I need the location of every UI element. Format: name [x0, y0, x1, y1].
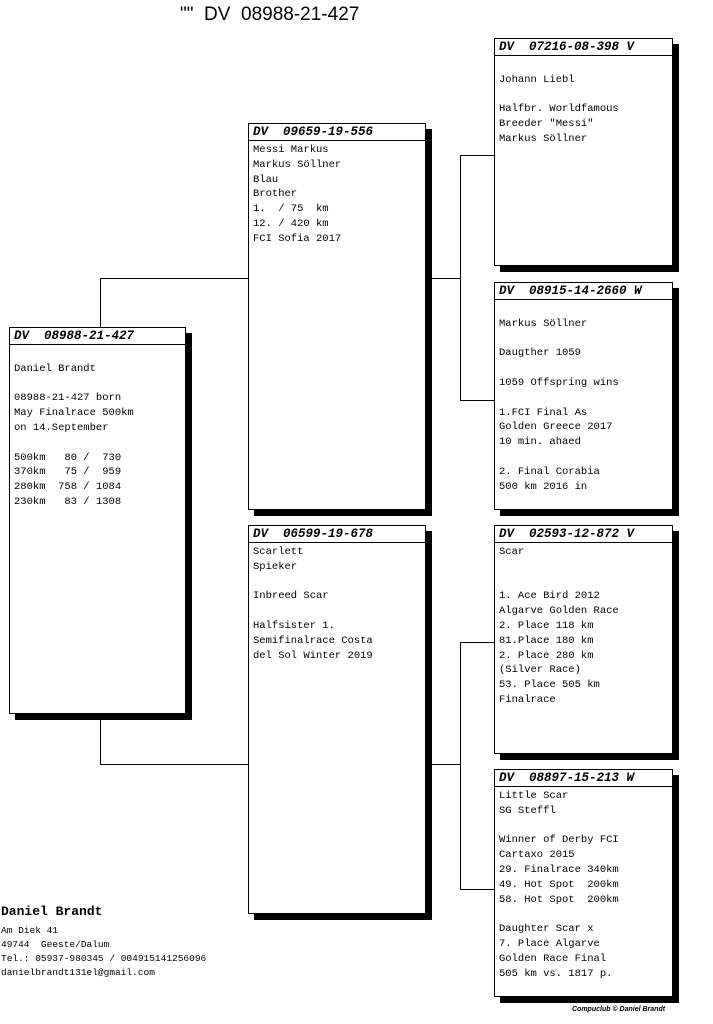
connector-line — [460, 155, 494, 156]
sire-details: Messi Markus Markus Söllner Blau Brother 1. / 75 km 12. / 420 km FCI Sofia 2017 — [253, 144, 342, 245]
owner-details: Am Diek 41 49744 Geeste/Dalum Tel.: 05937-980345 / 004915141256096 danielbrandt131el@gmail.com — [1, 925, 207, 978]
connector-line — [100, 764, 248, 765]
dam-card — [248, 525, 426, 914]
dam-ring-number: DV 06599-19-678 — [249, 526, 425, 543]
subject-card — [9, 327, 186, 714]
sire-dam-details: Markus Söllner Daugther 1059 1059 Offspring wins 1.FCI Final As Golden Greece 2017 10 min. ahaed 2. Final Corabia 500 km 2016 in — [499, 317, 619, 493]
owner-name: Daniel Brandt — [1, 904, 103, 919]
sire-dam-card — [494, 282, 673, 510]
connector-line — [460, 155, 461, 401]
sire-dam-ring-number: DV 08915-14-2660 W — [495, 283, 672, 300]
connector-line — [460, 642, 494, 643]
connector-line — [100, 278, 101, 328]
dam-dam-ring-number: DV 08897-15-213 W — [495, 770, 672, 787]
sire-sire-card — [494, 38, 673, 266]
dam-dam-card — [494, 769, 673, 997]
connector-line — [426, 278, 460, 279]
connector-line — [460, 400, 494, 401]
connector-line — [100, 714, 101, 765]
connector-line — [460, 642, 461, 890]
dam-dam-details: Little Scar SG Steffl Winner of Derby FCI Cartaxo 2015 29. Finalrace 340km 49. Hot Spot 200km 58. Hot Spot 200km Daughter Scar x 7. Place Algarve Golden Race Final 505 km vs. 1817 p. — [499, 790, 619, 980]
connector-line — [100, 278, 248, 279]
sire-ring-number: DV 09659-19-556 — [249, 124, 425, 141]
sire-sire-ring-number: DV 07216-08-398 V — [495, 39, 672, 56]
dam-sire-ring-number: DV 02593-12-872 V — [495, 526, 672, 543]
connector-line — [460, 889, 494, 890]
page-title: "" DV 08988-21-427 — [180, 4, 360, 25]
dam-details: Scarlett Spieker Inbreed Scar Halfsister 1. Semifinalrace Costa del Sol Winter 2019 — [253, 546, 373, 662]
sire-card — [248, 123, 426, 510]
subject-ring-number: DV 08988-21-427 — [10, 328, 185, 345]
dam-sire-details: Scar 1. Ace Bird 2012 Algarve Golden Race 2. Place 118 km 81.Place 180 km 2. Place 280 km (Silver Race) 53. Place 505 km Finalrace — [499, 546, 619, 706]
subject-details: Daniel Brandt 08988-21-427 born May Finalrace 500km on 14.September 500km 80 / 730 370km 75 / 959 280km 758 / 1084 230km 83 / 1308 — [14, 362, 134, 508]
footer-credit: Compuclub © Daniel Brandt — [572, 1006, 666, 1013]
sire-sire-details: Johann Liebl Halfbr. Worldfamous Breeder "Messi" Markus Söllner — [499, 73, 619, 145]
dam-sire-card — [494, 525, 673, 754]
connector-line — [426, 764, 460, 765]
